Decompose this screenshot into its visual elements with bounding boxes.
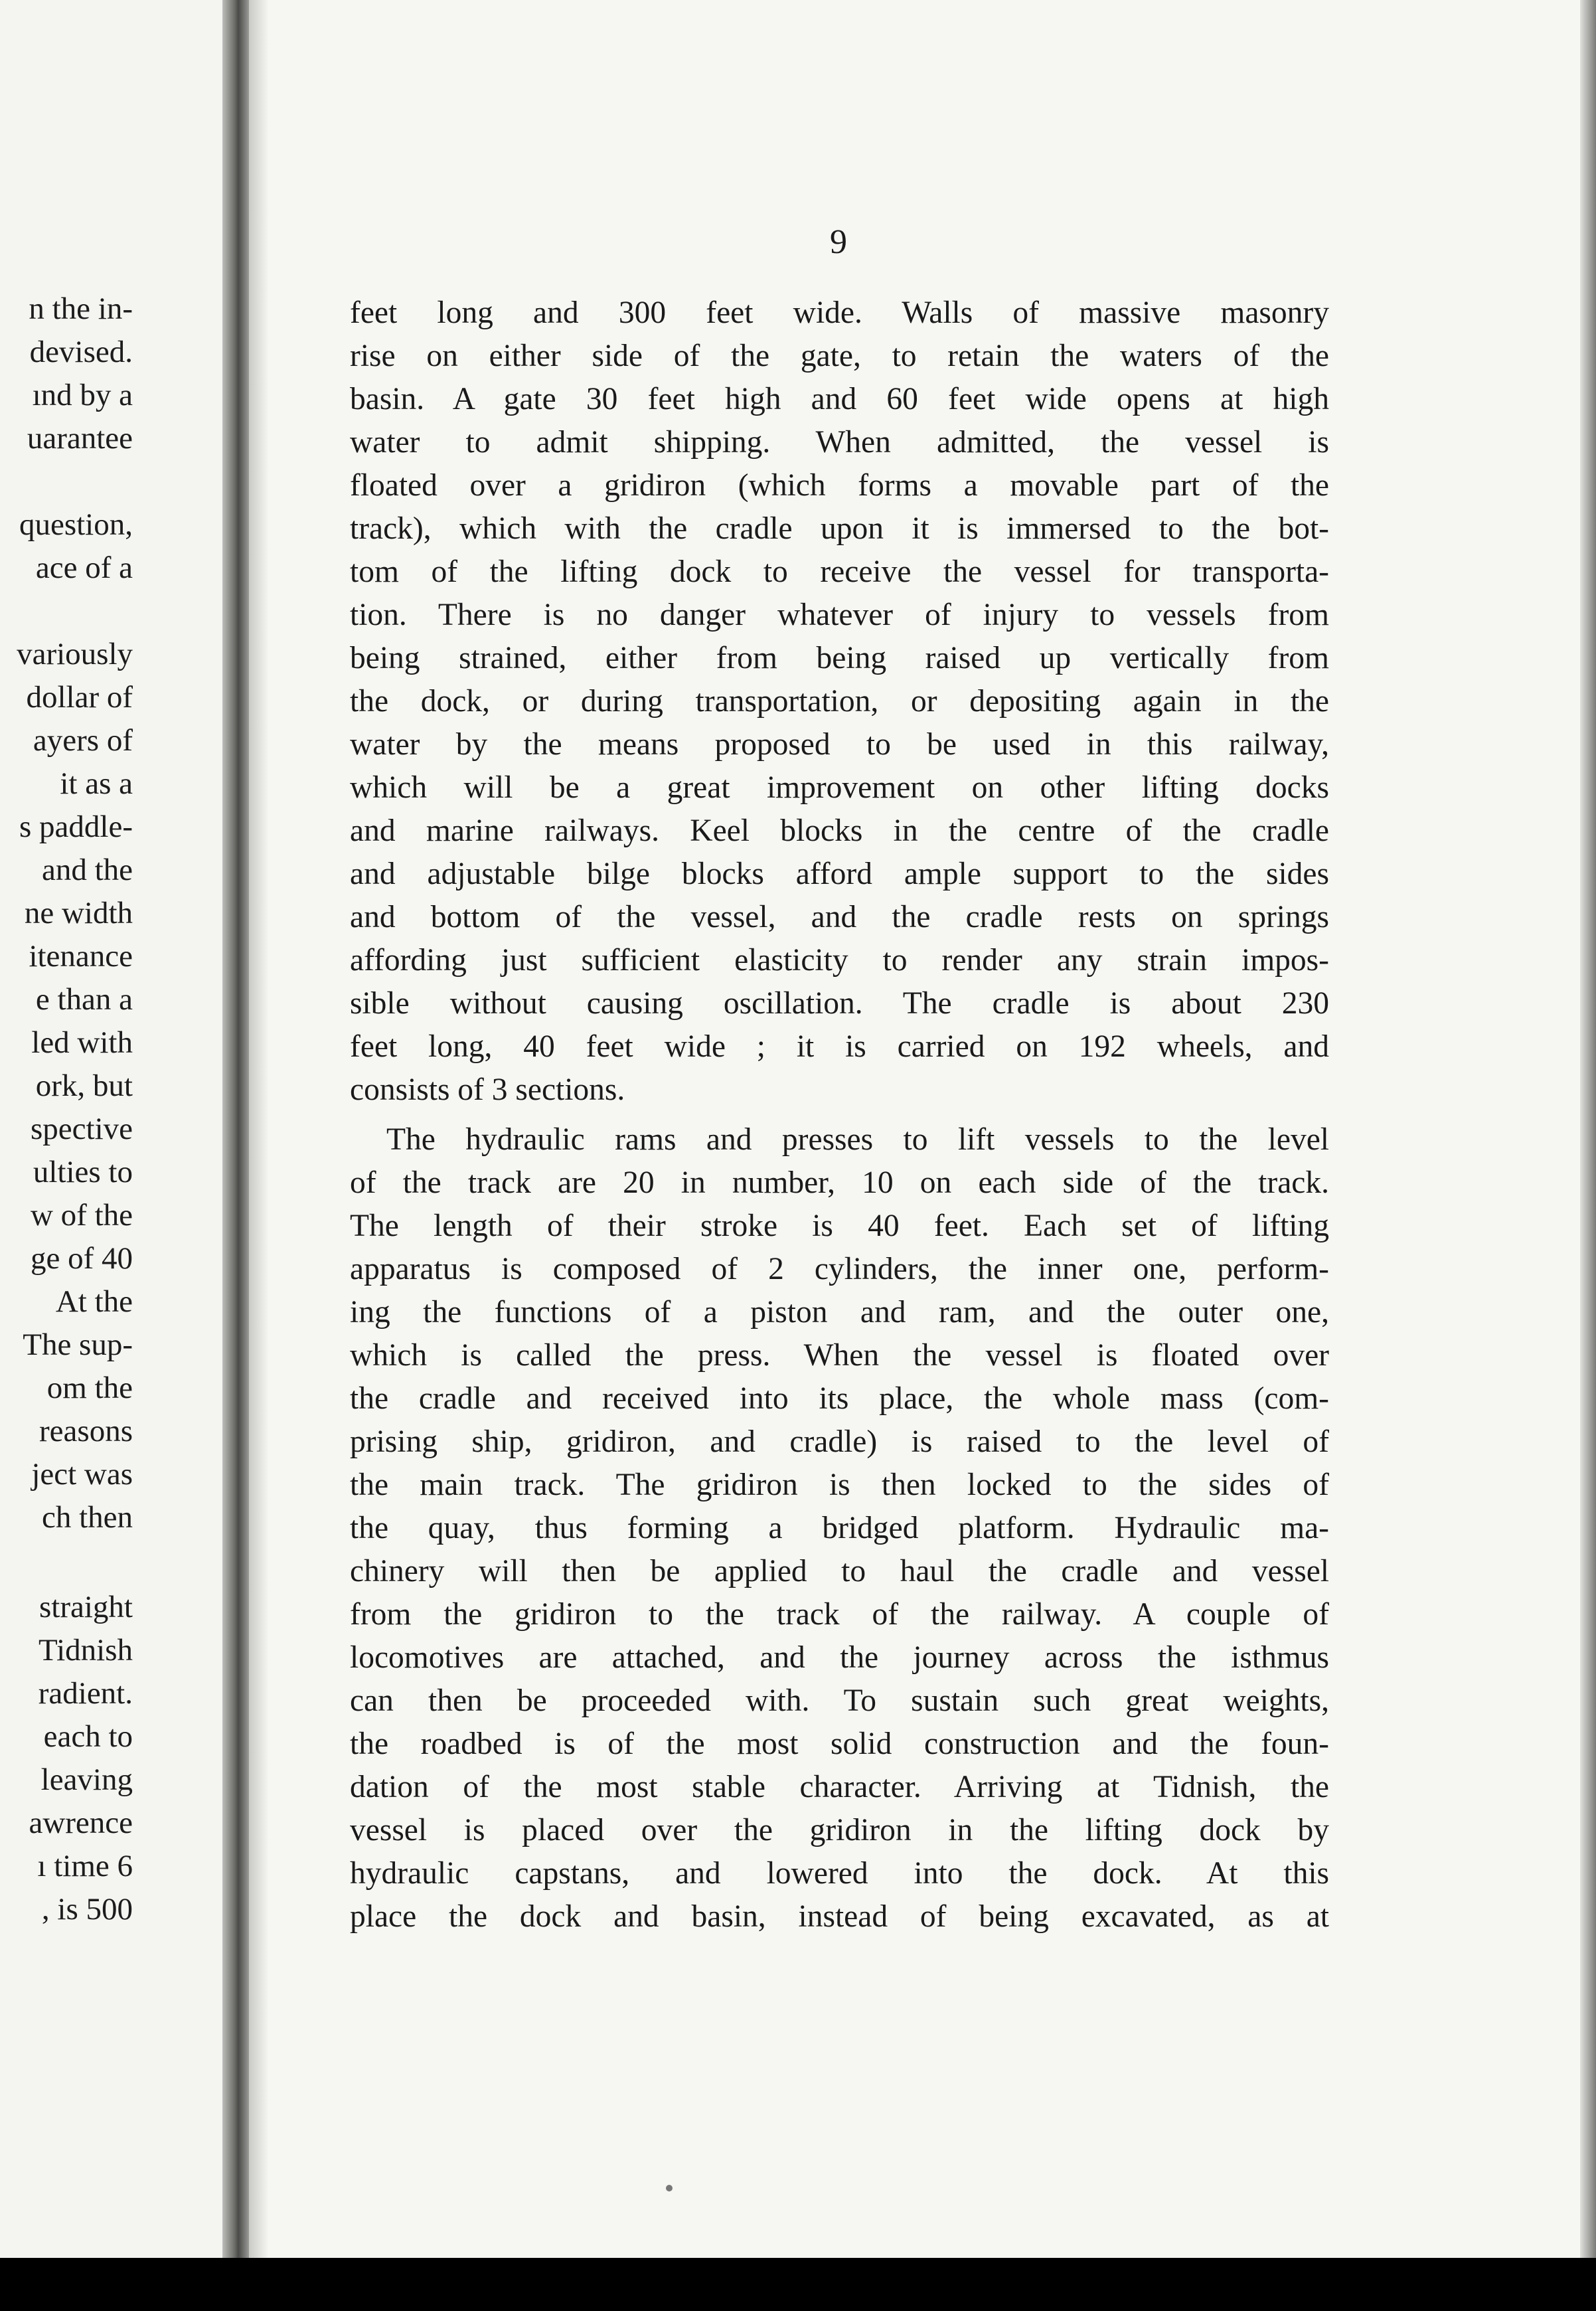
paper-speck	[666, 2185, 673, 2191]
left-page-line: led with	[31, 1025, 133, 1060]
body-text-line: consists of 3 sections.	[350, 1072, 625, 1107]
left-page-line: ject was	[31, 1457, 133, 1492]
left-page-line: , is 500	[41, 1892, 133, 1926]
left-page-line: The sup-	[23, 1327, 133, 1362]
body-text-line: which will be a great improvement on other lifting docks	[350, 770, 1329, 805]
left-page-line: leaving	[40, 1762, 133, 1797]
body-text-line: and adjustable bilge blocks afford ample support to the sides	[350, 857, 1329, 891]
body-text-line: floated over a gridiron (which forms a movable part of the	[350, 468, 1329, 503]
body-text-line: the roadbed is of the most solid construction and the foun-	[350, 1727, 1329, 1761]
left-page-line: ayers of	[33, 723, 133, 758]
body-text-line: can then be proceeded with. To sustain such great weights,	[350, 1683, 1329, 1718]
body-text-line: feet long and 300 feet wide. Walls of massive masonry	[350, 296, 1329, 330]
left-page-line: Tidnish	[39, 1633, 133, 1668]
left-page-line: s paddle-	[19, 810, 133, 844]
left-page-line: variously	[17, 637, 133, 671]
previous-page-fragment	[0, 0, 232, 2258]
body-text-line: being strained, either from being raised up vertically from	[350, 641, 1329, 675]
left-page-line: ork, but	[35, 1069, 133, 1103]
body-text-line: apparatus is composed of 2 cylinders, the inner one, perform-	[350, 1252, 1329, 1286]
body-text-line: hydraulic capstans, and lowered into the dock. At this	[350, 1856, 1329, 1891]
left-page-line: ace of a	[35, 551, 133, 585]
left-page-line: uarantee	[27, 421, 133, 456]
left-page-line: radient.	[38, 1676, 133, 1711]
left-page-line: and the	[41, 853, 133, 887]
left-page-line: w of the	[30, 1198, 133, 1233]
left-page-line: each to	[43, 1719, 133, 1754]
body-text-line: vessel is placed over the gridiron in the lifting dock by	[350, 1813, 1329, 1847]
body-text-line: ing the functions of a piston and ram, and the outer one,	[350, 1295, 1329, 1329]
body-text-line: which is called the press. When the vessel is floated over	[350, 1338, 1329, 1373]
body-text-line: sible without causing oscillation. The cradle is about 230	[350, 986, 1329, 1021]
body-text-line: dation of the most stable character. Arriving at Tidnish, the	[350, 1770, 1329, 1804]
left-page-line: ı time 6	[37, 1849, 133, 1883]
left-page-line: devised.	[29, 335, 133, 369]
left-page-line: n the in-	[29, 292, 133, 326]
page-edge	[1580, 0, 1596, 2258]
book-binding-gutter	[222, 0, 249, 2258]
body-text-line: place the dock and basin, instead of being excavated, as at	[350, 1899, 1329, 1934]
left-page-line: om the	[46, 1371, 133, 1405]
page-number: 9	[830, 223, 847, 261]
left-page-line: ne width	[24, 896, 133, 930]
body-text-line: tion. There is no danger whatever of injury to vessels from	[350, 598, 1329, 632]
body-text-line: of the track are 20 in number, 10 on each side of the track.	[350, 1165, 1329, 1200]
body-text-line: feet long, 40 feet wide ; it is carried on 192 wheels, and	[350, 1029, 1329, 1064]
body-text-line: the cradle and received into its place, the whole mass (com-	[350, 1381, 1329, 1416]
body-text-line: tom of the lifting dock to receive the vessel for transporta-	[350, 555, 1329, 589]
left-page-line: question,	[19, 507, 133, 542]
left-page-line: ch then	[41, 1500, 133, 1535]
body-text-line: The length of their stroke is 40 feet. Each set of lifting	[350, 1209, 1329, 1243]
left-page-line: straight	[39, 1590, 133, 1624]
body-text-line: track), which with the cradle upon it is immersed to the bot-	[350, 511, 1329, 546]
body-text-line: The hydraulic rams and presses to lift vessels to the level	[386, 1122, 1329, 1157]
body-text-line: water to admit shipping. When admitted, the vessel is	[350, 425, 1329, 460]
left-page-line: ge of 40	[30, 1241, 133, 1276]
body-text-line: prising ship, gridiron, and cradle) is raised to the level of	[350, 1424, 1329, 1459]
body-text-line: from the gridiron to the track of the railway. A couple of	[350, 1597, 1329, 1632]
body-text-line: water by the means proposed to be used in this railway,	[350, 727, 1329, 762]
left-page-line: it as a	[60, 766, 133, 801]
body-text-line: the main track. The gridiron is then locked to the sides of	[350, 1468, 1329, 1502]
left-page-line: itenance	[29, 939, 133, 974]
body-text-line: and marine railways. Keel blocks in the centre of the cradle	[350, 813, 1329, 848]
body-text-line: affording just sufficient elasticity to render any strain impos-	[350, 943, 1329, 978]
left-page-line: At the	[55, 1284, 133, 1319]
left-page-line: reasons	[39, 1414, 133, 1448]
body-text-line: rise on either side of the gate, to retain the waters of the	[350, 339, 1329, 373]
left-page-line: awrence	[29, 1806, 133, 1840]
left-page-line: dollar of	[26, 680, 133, 715]
body-text-line: chinery will then be applied to haul the cradle and vessel	[350, 1554, 1329, 1588]
body-text-line: locomotives are attached, and the journey across the isthmus	[350, 1640, 1329, 1675]
left-page-line: ulties to	[33, 1155, 133, 1189]
body-text-line: the quay, thus forming a bridged platform. Hydraulic ma-	[350, 1511, 1329, 1545]
left-page-line: ınd by a	[32, 378, 133, 412]
body-text-line: the dock, or during transportation, or depositing again in the	[350, 684, 1329, 719]
left-page-line: spective	[31, 1112, 133, 1146]
body-text-line: and bottom of the vessel, and the cradle rests on springs	[350, 900, 1329, 934]
left-page-line: e than a	[35, 982, 133, 1017]
body-text-line: basin. A gate 30 feet high and 60 feet wide opens at high	[350, 382, 1329, 416]
gutter-shadow	[249, 0, 269, 2258]
